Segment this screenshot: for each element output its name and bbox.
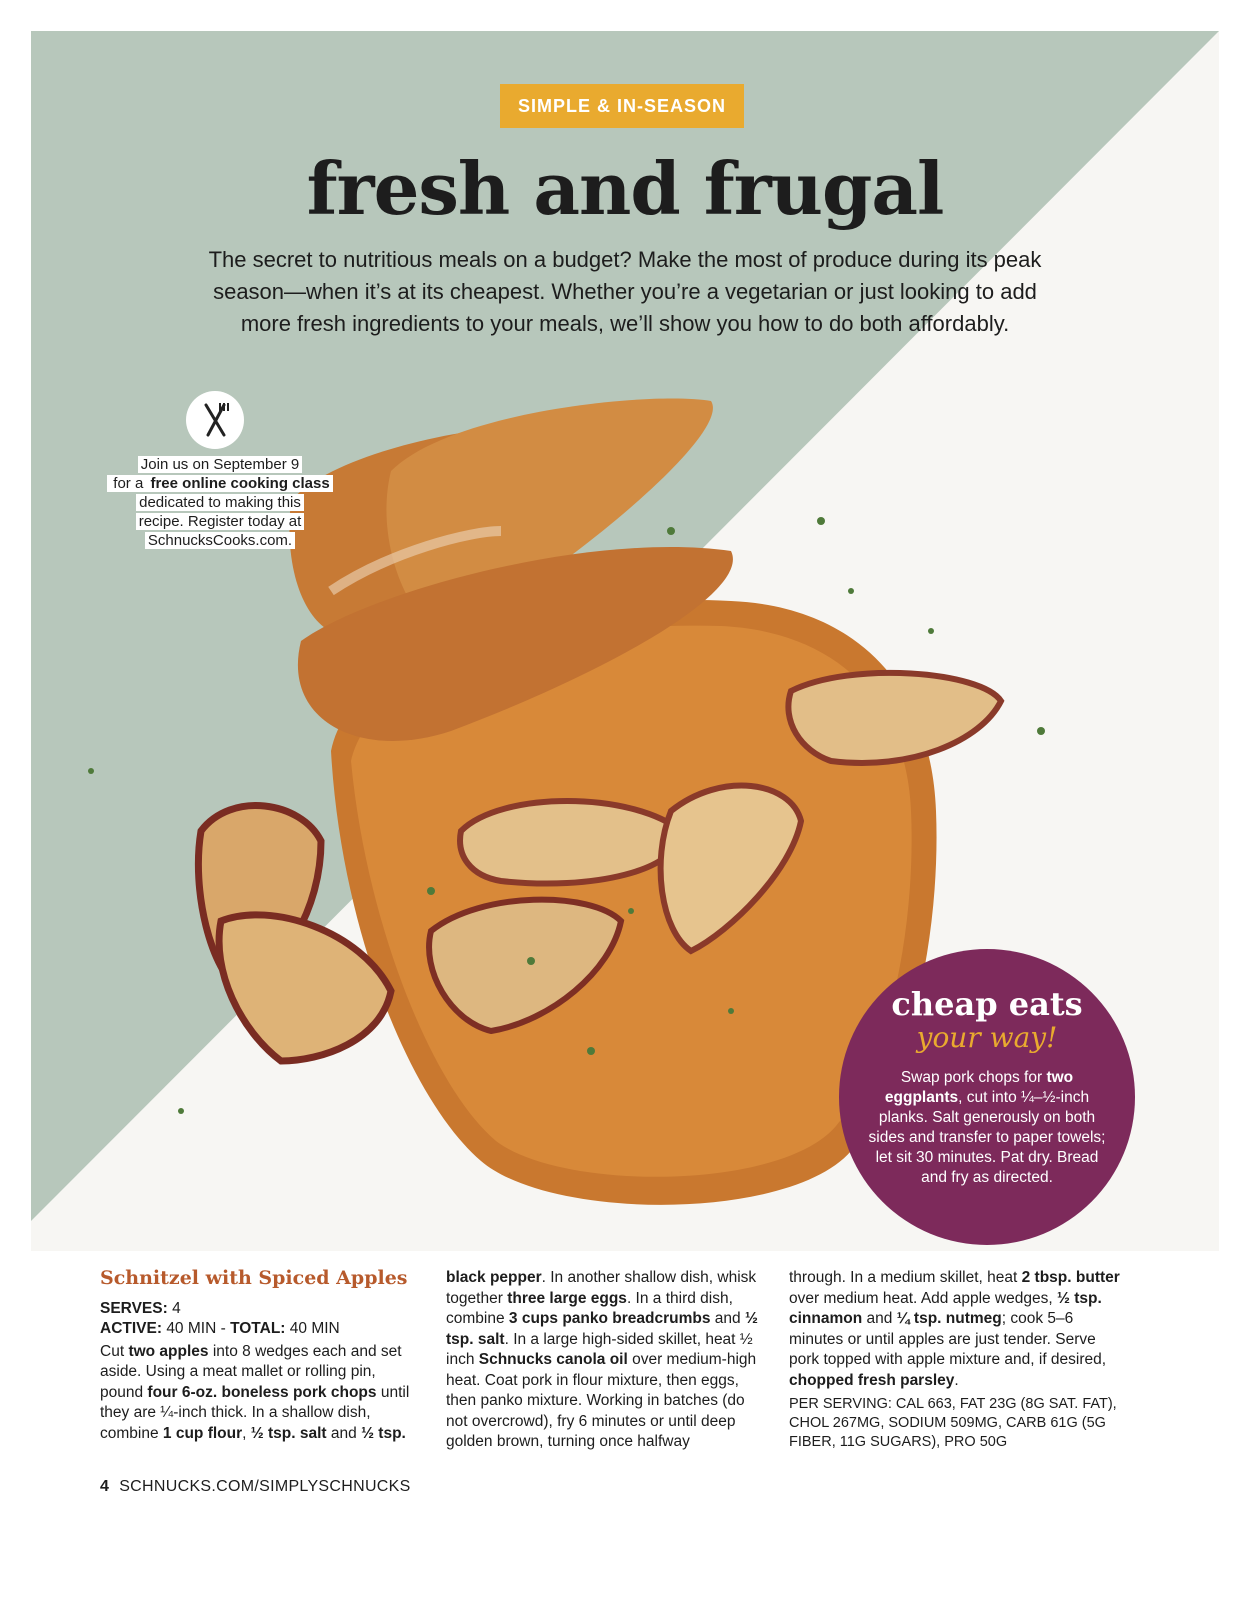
recipe-text: through. In a medium skillet, heat <box>789 1269 1022 1286</box>
class-note-text: for a <box>110 475 150 492</box>
ingredient-highlight: two apples <box>128 1342 209 1360</box>
recipe-text: until they are ¼-inch thick. In a shallow dish, combine <box>100 1383 410 1442</box>
page-footer <box>100 1478 411 1496</box>
ingredient-highlight: ½ tsp. cinnamon <box>789 1289 1102 1327</box>
cheap-eats-bold: two eggplants <box>884 1069 1074 1106</box>
recipe-text: over medium heat. Add apple wedges, <box>789 1289 1057 1307</box>
class-note-link[interactable]: SchnucksCooks.com. <box>145 532 295 549</box>
recipe-text: . In a large high-sided skillet, heat ½ inch <box>446 1330 753 1368</box>
nutrition-facts: PER SERVING: CAL 663, FAT 23G (8G SAT. FAT), CHOL 267MG, SODIUM 509MG, CARB 61G (5G FIBER, 11G SUGARS), PRO 50G <box>789 1396 1117 1450</box>
recipe-times <box>100 1319 418 1340</box>
ingredient-highlight: four 6-oz. boneless pork chops <box>147 1383 377 1401</box>
page-number: 4 <box>100 1478 110 1495</box>
ingredient-highlight: ¼ tsp. nutmeg <box>896 1310 1002 1327</box>
recipe-text: and <box>862 1310 897 1327</box>
ingredient-highlight: ½ tsp. salt <box>446 1310 758 1348</box>
ingredient-highlight: ½ tsp. <box>361 1424 406 1442</box>
recipe-text: , <box>242 1424 251 1442</box>
recipe-text: . <box>954 1371 959 1389</box>
recipe-text: and <box>710 1310 745 1327</box>
time-separator: - <box>216 1320 231 1337</box>
recipe-column-1 <box>100 1268 418 1444</box>
recipe-serves <box>100 1299 418 1320</box>
recipe-text: into 8 wedges each and set aside. Using a meat mallet or rolling pin, pound <box>100 1342 402 1401</box>
recipe-steps-2 <box>446 1268 764 1453</box>
serves-value: 4 <box>172 1299 181 1317</box>
recipe-text: over medium-high heat. Coat pork in flour mixture, then eggs, then panko mixture. Working in batches (do not overcrowd), fry 6 minutes or until deep golden brown, turning once halfway <box>446 1351 757 1450</box>
ingredient-highlight: chopped fresh parsley <box>789 1371 955 1389</box>
serves-label: SERVES: <box>100 1299 168 1317</box>
recipe-column-3 <box>789 1268 1129 1452</box>
cooking-class-note <box>100 455 340 550</box>
ingredient-highlight: 3 cups panko breadcrumbs <box>508 1310 711 1327</box>
total-value: 40 MIN <box>289 1320 340 1337</box>
cheap-eats-title: cheap eats <box>891 985 1083 1023</box>
ingredient-highlight: three large eggs <box>507 1289 627 1307</box>
cheap-eats-body: , cut into ¼–½-inch planks. Salt generously on both sides and transfer to paper towels; let sit 30 minutes. Pat dry. Bread and fry as directed. <box>868 1089 1106 1186</box>
utensils-icon <box>186 391 244 449</box>
ingredient-highlight: black pepper <box>446 1269 542 1286</box>
recipe-steps-3 <box>789 1268 1129 1391</box>
cheap-eats-script: your way! <box>916 1021 1058 1054</box>
cheap-eats-pre: Swap pork chops for <box>900 1069 1047 1086</box>
cheap-eats-circle <box>839 949 1135 1245</box>
recipe-text: Cut <box>100 1342 129 1360</box>
section-badge: SIMPLE & IN-SEASON <box>500 84 744 128</box>
footer-url[interactable]: SCHNUCKS.COM/SIMPLYSCHNUCKS <box>119 1478 411 1495</box>
recipe-title: Schnitzel with Spiced Apples <box>100 1267 408 1289</box>
recipe-steps-1 <box>100 1342 418 1445</box>
class-note-line <box>107 475 332 492</box>
recipe-text: ; cook 5–6 minutes or until apples are just tender. Serve pork topped with apple mixture and, if desired, <box>789 1310 1107 1368</box>
recipe-column-2 <box>446 1268 764 1453</box>
class-note-line: dedicated to making this <box>136 494 304 511</box>
total-label: TOTAL: <box>230 1320 286 1337</box>
active-label: ACTIVE: <box>100 1320 162 1337</box>
recipe-text: and <box>326 1424 362 1442</box>
page-title: fresh and frugal <box>306 146 944 231</box>
class-note-line: recipe. Register today at <box>136 513 305 530</box>
class-note-line: Join us on September 9 <box>138 456 302 473</box>
recipe-text: . In a third dish, combine <box>446 1289 733 1327</box>
intro-paragraph: The secret to nutritious meals on a budget? Make the most of produce during its peak season—when it’s at its cheapest. Whether you’re a vegetarian or just looking to add more fresh ingredients to your meals, we’ll show you how to do both affordably. <box>208 247 1042 336</box>
ingredient-highlight: Schnucks canola oil <box>478 1351 628 1368</box>
active-value: 40 MIN <box>166 1320 217 1337</box>
cheap-eats-text <box>861 1068 1113 1188</box>
ingredient-highlight: 1 cup flour <box>162 1424 243 1442</box>
class-note-highlight: free online cooking class <box>150 475 330 492</box>
ingredient-highlight: 2 tbsp. butter <box>1021 1269 1120 1286</box>
recipe-text: . In another shallow dish, whisk together <box>446 1269 757 1307</box>
ingredient-highlight: ½ tsp. salt <box>250 1424 327 1442</box>
